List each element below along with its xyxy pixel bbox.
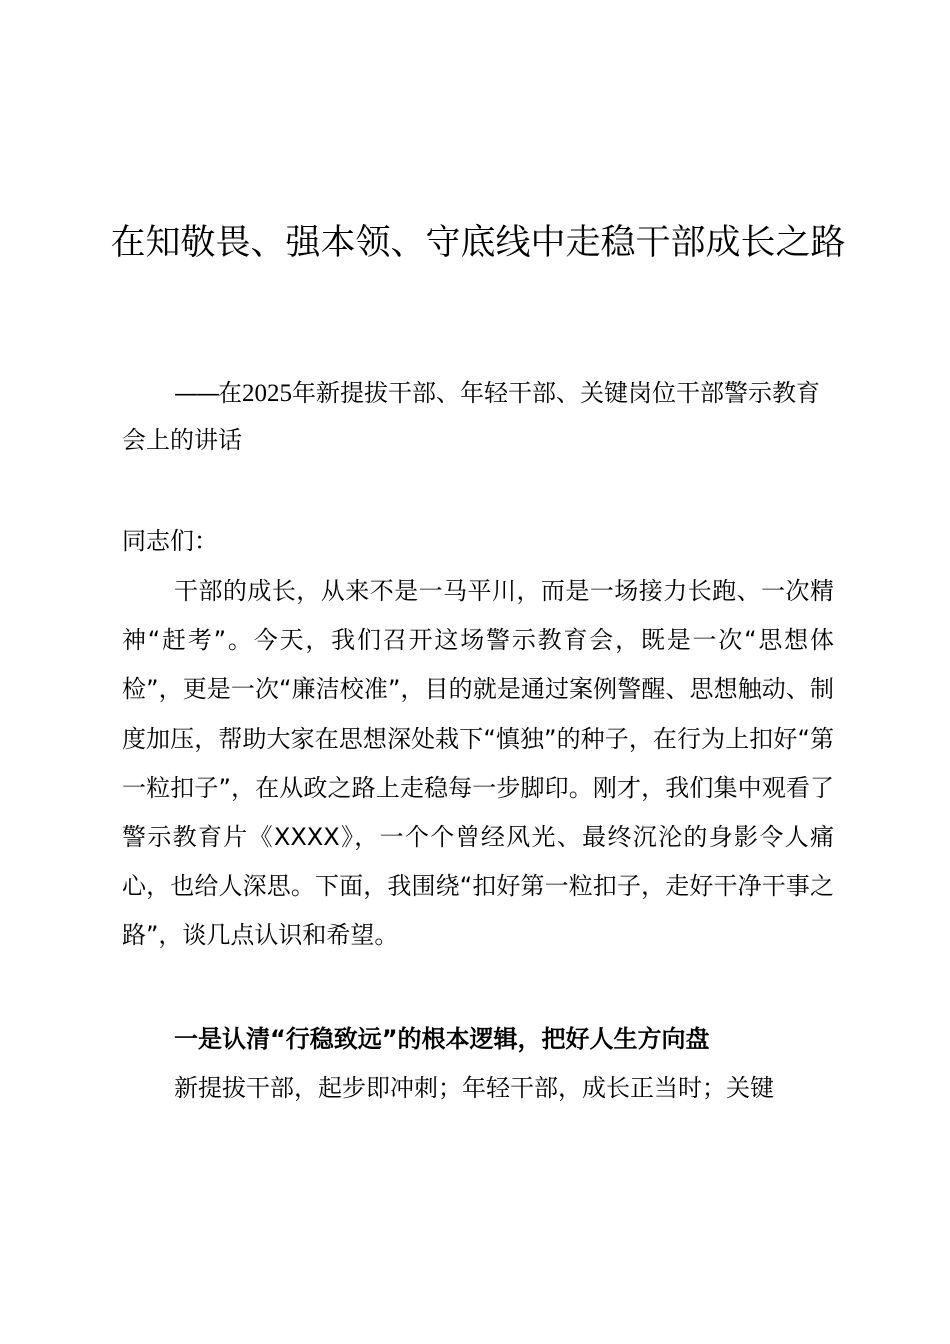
document-title: 在知敬畏、强本领、守底线中走稳干部成长之路	[110, 223, 846, 263]
subtitle-prefix: 在	[218, 379, 242, 407]
document-subtitle	[122, 370, 834, 464]
section-heading: 一是认清“行稳致远”的根本逻辑，把好人生方向盘	[174, 1025, 710, 1053]
subtitle-dash: ——	[174, 379, 218, 407]
subtitle-year: 2025	[242, 380, 292, 407]
body-paragraph: 干部的成长，从来不是一马平川，而是一场接力长跑、一次精神“赶考”。今天，我们召开这场警示教育会，既是一次“思想体检”，更是一次“廉洁校准”，目的就是通过案例警醒、思想触动、制度加压，帮助大家在思想深处栽下“慎独”的种子，在行为上扣好“第一粒扣子”，在从政之路上走稳每一步脚印。刚才，我们集中观看了警示教育片《XXXX》，一个个曾经风光、最终沉沦的身影令人痛心，也给人深思。下面，我围绕“扣好第一粒扣子，走好干净干事之路”，谈几点认识和希望。	[122, 577, 834, 950]
salutation: 同志们：	[122, 527, 218, 555]
section-paragraph: 新提拔干部，起步即冲刺；年轻干部，成长正当时；关键	[174, 1074, 774, 1102]
subtitle-rest: 年新提拔干部、年轻干部、关键岗位干部警示教育会上的讲话	[122, 379, 820, 454]
